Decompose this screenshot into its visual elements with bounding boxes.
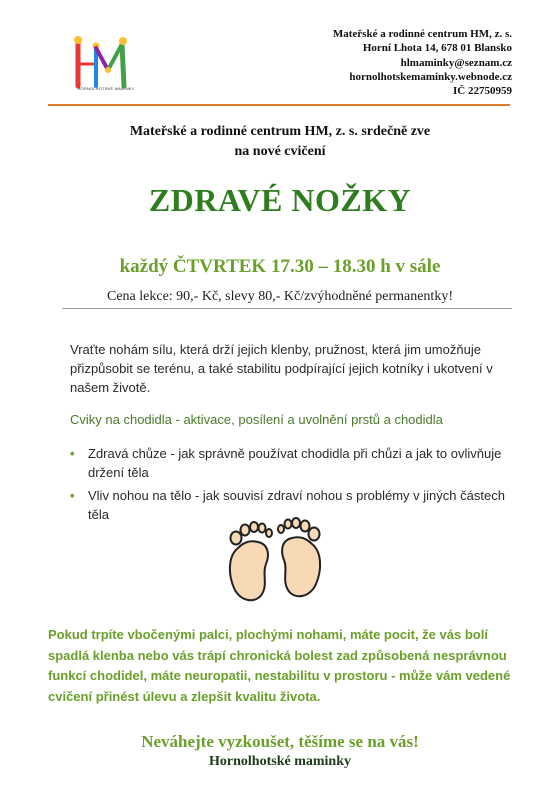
address: Horní Lhota 14, 678 01 Blansko xyxy=(362,42,512,55)
list-item xyxy=(70,444,510,482)
company-id: IČ 22750959 xyxy=(453,85,512,98)
feet-icon xyxy=(210,508,340,608)
logo-caption: HORNOLHOTSKÉ MAMINKY xyxy=(77,86,135,91)
org-name: Mateřské a rodinné centrum HM, z. s. xyxy=(332,28,512,40)
header-divider xyxy=(48,104,510,106)
email: hlmaminky@seznam.cz xyxy=(400,56,512,69)
description-paragraph: Vraťte nohám sílu, která drží jejich klenby, pružnost, která jim umožňuje přizpůsobit se terénu, a také stabilitu podpírající jejich kotníky i ukotvení v našem životě. xyxy=(70,342,493,395)
contact-block xyxy=(333,27,512,98)
bullet-icon: • xyxy=(70,446,75,461)
price-info: Cena lekce: 90,- Kč, slevy 80,- Kč/zvýhodněné permanentky! xyxy=(107,289,453,304)
list-item-text: Vliv nohou na tělo - jak souvisí zdraví nohou s problémy v jiných částech těla xyxy=(88,488,505,522)
schedule: každý ČTVRTEK 17.30 – 18.30 h v sále xyxy=(119,256,441,277)
intro-text xyxy=(48,122,512,162)
list-item-text: Zdravá chůze - jak správně používat chodidla při chůzi a jak to ovlivňuje držení těla xyxy=(88,446,502,480)
price-divider xyxy=(62,308,512,309)
bullet-icon: • xyxy=(70,488,75,503)
exercise-paragraph: Cviky na chodidla - aktivace, posílení a uvolnění prstů a chodidla xyxy=(70,412,443,427)
signature: Hornolhotské maminky xyxy=(209,754,351,769)
intro-line-1: Mateřské a rodinné centrum HM, z. s. srdečně zve xyxy=(129,124,431,139)
flyer-title: ZDRAVÉ NOŽKY xyxy=(148,182,412,218)
intro-line-2: na nové cvičení xyxy=(234,144,326,159)
website: hornolhotskemaminky.webnode.cz xyxy=(349,70,512,83)
call-to-action: Neváhejte vyzkoušet, těšíme se na vás! xyxy=(141,732,419,751)
symptoms-paragraph: Pokud trpíte vbočenými palci, plochými nohami, máte pocit, že vás bolí spadlá klenba nebo vás trápí chronická bolest zad způsobená nesprávnou funkcí chodidel, máte neuropatii, nestabilitu v prostoru - může vám vedené cvičení přinést úlevu a zlepšit kvalitu života. xyxy=(48,627,511,704)
